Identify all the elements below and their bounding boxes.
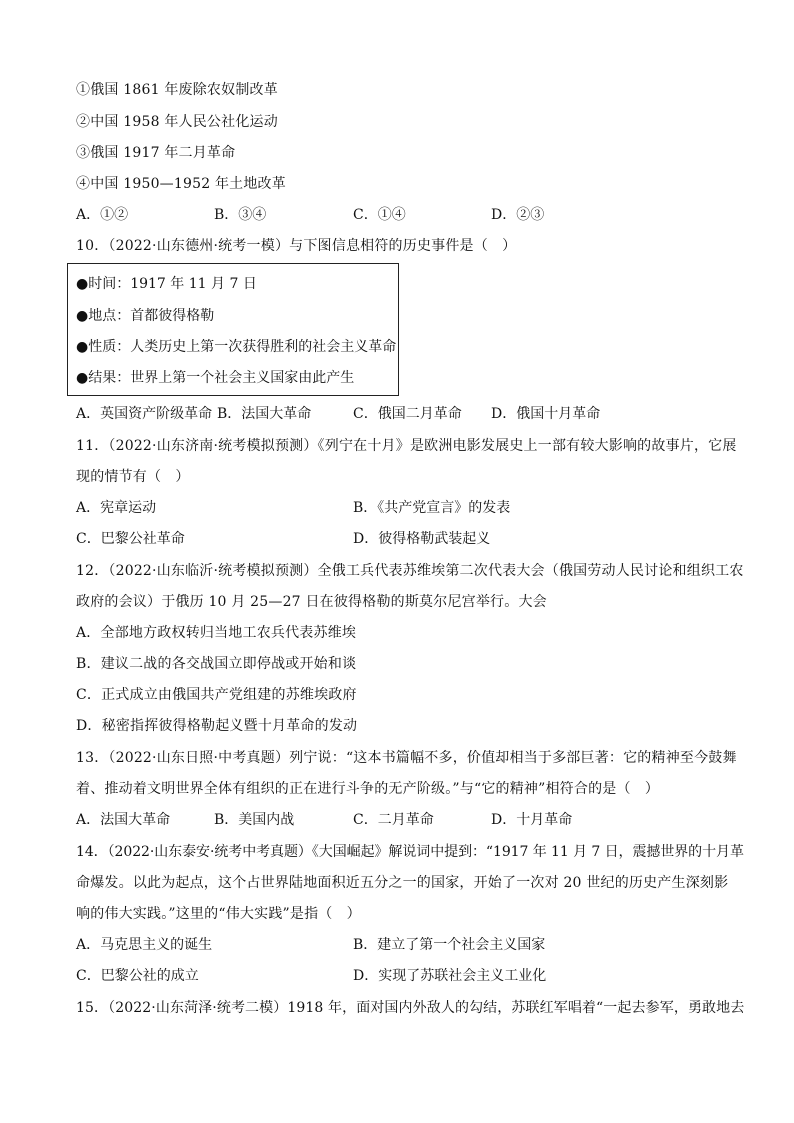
q12-stem-1: 12．（2022·山东临沂·统考模拟预测）全俄工兵代表苏维埃第二次代表大会（俄国劳动人民讨论和组织工农: [76, 563, 744, 579]
q14-option-c: C．巴黎公社的成立: [76, 968, 199, 984]
q15-stem-1: 15．（2022·山东菏泽·统考二模）1918 年，面对国内外敌人的勾结，苏联红军唱着“一起去参军，勇敢地去: [76, 1000, 745, 1016]
info-place: ●地点：首都彼得格勒: [76, 308, 215, 324]
q13-stem-1: 13．（2022·山东日照·中考真题）列宁说：“这本书篇幅不多，价值却相当于多部巨著：它的精神至今鼓舞: [76, 750, 737, 766]
q10-option-c: C．俄国二月革命: [353, 406, 462, 422]
q13-stem-2: 着、推动着文明世界全体有组织的正在进行斗争的无产阶级。”与“它的精神”相符合的是（ ）: [76, 781, 660, 797]
item-2: ②中国 1958 年人民公社化运动: [76, 114, 278, 130]
q11-option-d: D．彼得格勒武装起义: [353, 531, 491, 547]
info-nature: ●性质：人类历史上第一次获得胜利的社会主义革命: [76, 339, 397, 355]
q13-option-d: D．十月革命: [491, 812, 573, 828]
q14-option-b: B．建立了第一个社会主义国家: [353, 937, 546, 953]
q14-option-d: D．实现了苏联社会主义工业化: [353, 968, 547, 984]
info-time: ●时间：1917 年 11 月 7 日: [76, 276, 257, 292]
q12-option-d: D．秘密指挥彼得格勒起义暨十月革命的发动: [76, 718, 358, 734]
q11-option-b: B．《共产党宣言》的发表: [353, 500, 511, 516]
q10-option-d: D．俄国十月革命: [491, 406, 601, 422]
q9-option-b: B．③④: [214, 207, 267, 223]
q9-option-a: A．①②: [76, 207, 129, 223]
q10-stem: 10．（2022·山东德州·统考一模）与下图信息相符的历史事件是（ ）: [76, 238, 517, 254]
q14-stem-2: 命爆发。以此为起点，这个占世界陆地面积近五分之一的国家，开始了一次对 20 世纪的历史产生深刻影: [76, 875, 729, 891]
q14-stem-3: 响的伟大实践。”这里的“伟大实践”是指（ ）: [76, 906, 361, 922]
item-3: ③俄国 1917 年二月革命: [76, 145, 236, 161]
q14-stem-1: 14．（2022·山东泰安·统考中考真题）《大国崛起》解说词中提到：“1917 年 11 月 7 日，震撼世界的十月革: [76, 844, 744, 860]
q11-option-c: C．巴黎公社革命: [76, 531, 185, 547]
q10-option-b: B．法国大革命: [217, 406, 312, 422]
info-result: ●结果：世界上第一个社会主义国家由此产生: [76, 370, 355, 386]
info-box: [67, 263, 399, 396]
q12-option-a: A．全部地方政权转归当地工农兵代表苏维埃: [76, 625, 357, 641]
item-1: ①俄国 1861 年废除农奴制改革: [76, 82, 278, 98]
q12-option-c: C．正式成立由俄国共产党组建的苏维埃政府: [76, 687, 357, 703]
q11-stem-2: 现的情节有（ ）: [76, 469, 190, 485]
q12-stem-2: 政府的会议）于俄历 10 月 25—27 日在彼得格勒的斯莫尔尼宫举行。大会: [76, 594, 547, 610]
q10-option-a: A．英国资产阶级革命: [76, 406, 213, 422]
q11-option-a: A．宪章运动: [76, 500, 157, 516]
q14-option-a: A．马克思主义的诞生: [76, 937, 213, 953]
q13-option-b: B．美国内战: [214, 812, 295, 828]
q12-option-b: B．建议二战的各交战国立即停战或开始和谈: [76, 656, 357, 672]
q9-option-c: C．①④: [353, 207, 406, 223]
q13-option-c: C．二月革命: [353, 812, 434, 828]
item-4: ④中国 1950—1952 年土地改革: [76, 176, 286, 192]
q11-stem-1: 11．（2022·山东济南·统考模拟预测）《列宁在十月》是欧洲电影发展史上一部有较大影响的故事片，它展: [76, 438, 737, 454]
q9-option-d: D．②③: [491, 207, 545, 223]
q13-option-a: A．法国大革命: [76, 812, 171, 828]
